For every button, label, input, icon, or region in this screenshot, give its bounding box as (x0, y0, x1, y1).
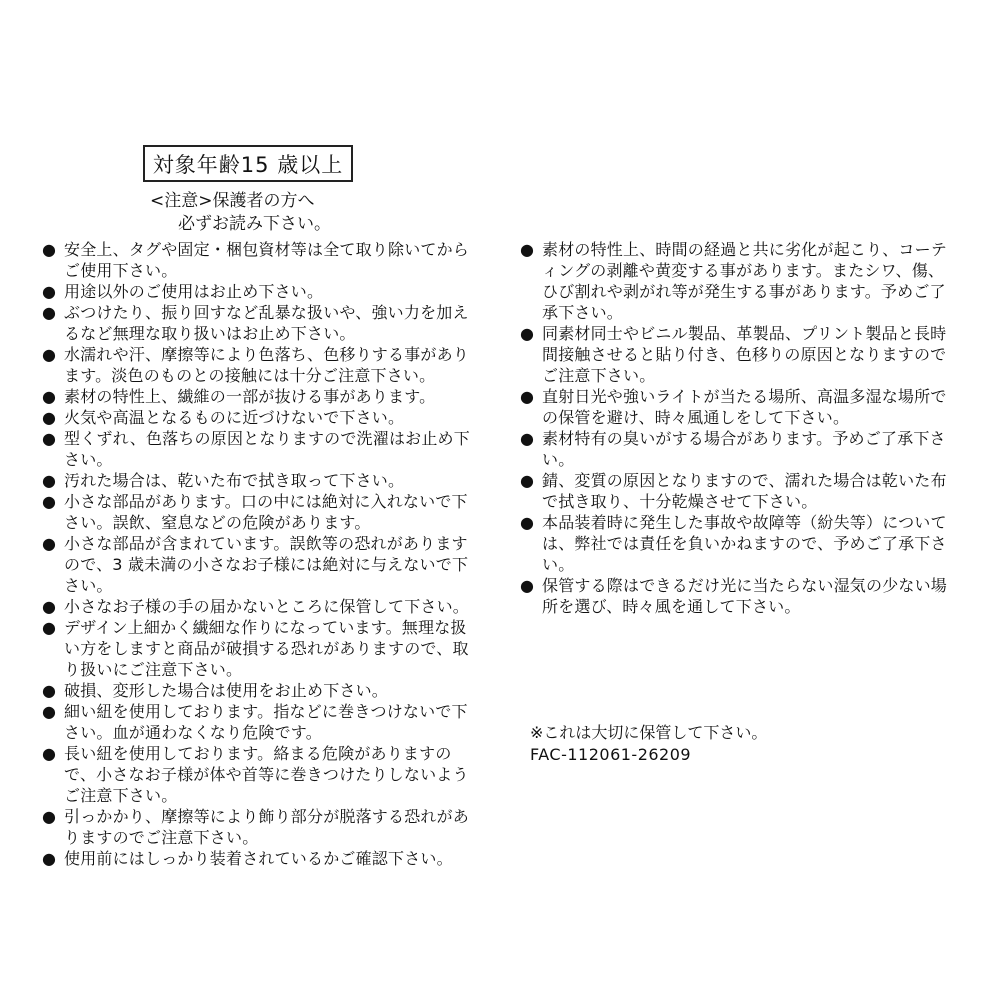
caution-text: 素材特有の臭いがする場合があります。予めご了承下さい。 (542, 429, 946, 469)
caution-item (42, 701, 482, 743)
caution-list-right (520, 239, 960, 617)
bullet-icon: ● (42, 744, 57, 763)
age-label: 対象年齢15 歳以上 (152, 152, 344, 177)
footer (530, 722, 767, 766)
bullet-icon: ● (42, 534, 57, 553)
caution-item (42, 281, 482, 302)
notice-heading: <注意>保護者の方へ (150, 191, 315, 211)
caution-text: 直射日光や強いライトが当たる場所、高温多湿な場所での保管を避け、時々風通しをして下さい。 (542, 387, 947, 427)
bullet-icon: ● (42, 471, 57, 490)
caution-item (520, 323, 960, 386)
bullet-icon: ● (520, 513, 535, 532)
caution-item (42, 596, 482, 617)
bullet-icon: ● (42, 681, 57, 700)
bullet-icon: ● (520, 240, 535, 259)
bullet-icon: ● (42, 618, 57, 637)
notice-subheading: 必ずお読み下さい。 (178, 214, 331, 234)
bullet-icon: ● (42, 429, 57, 448)
caution-text: 使用前にはしっかり装着されているかご確認下さい。 (64, 849, 453, 868)
bullet-icon: ● (42, 702, 57, 721)
caution-text: 汚れた場合は、乾いた布で拭き取って下さい。 (64, 471, 405, 490)
caution-text: 同素材同士やビニル製品、革製品、プリント製品と長時間接触させると貼り付き、色移りの原因となりますのでご注意下さい。 (542, 324, 947, 385)
caution-list-left (42, 239, 482, 869)
age-label-box (143, 145, 353, 182)
caution-text: 細い紐を使用しております。指などに巻きつけないで下さい。血が通わなくなり危険です。 (64, 702, 468, 742)
caution-item (520, 428, 960, 470)
caution-item (42, 386, 482, 407)
caution-item (42, 848, 482, 869)
caution-item (520, 575, 960, 617)
caution-text: 用途以外のご使用はお止め下さい。 (64, 282, 324, 301)
caution-text: 小さな部品が含まれています。誤飲等の恐れがありますので、3 歳未満の小さなお子様には絶対に与えないで下さい。 (64, 534, 469, 595)
caution-item (520, 239, 960, 323)
caution-item (42, 491, 482, 533)
bullet-icon: ● (42, 387, 57, 406)
bullet-icon: ● (42, 849, 57, 868)
bullet-icon: ● (42, 345, 57, 364)
caution-item (520, 470, 960, 512)
caution-item (42, 302, 482, 344)
caution-text: 安全上、タグや固定・梱包資材等は全て取り除いてからご使用下さい。 (64, 240, 470, 280)
caution-item (42, 680, 482, 701)
bullet-icon: ● (42, 282, 57, 301)
caution-text: 錆、変質の原因となりますので、濡れた場合は乾いた布で拭き取り、十分乾燥させて下さい。 (542, 471, 947, 511)
caution-text: 素材の特性上、繊維の一部が抜ける事があります。 (64, 387, 436, 406)
bullet-icon: ● (520, 324, 535, 343)
caution-text: ぶつけたり、振り回すなど乱暴な扱いや、強い力を加えるなど無理な取り扱いはお止め下さい。 (64, 303, 469, 343)
bullet-icon: ● (520, 429, 535, 448)
caution-item (42, 239, 482, 281)
caution-item (42, 806, 482, 848)
caution-text: 型くずれ、色落ちの原因となりますので洗濯はお止め下さい。 (64, 429, 470, 469)
caution-item (42, 428, 482, 470)
caution-text: 破損、変形した場合は使用をお止め下さい。 (64, 681, 389, 700)
caution-text: デザイン上細かく繊細な作りになっています。無理な扱い方をしますと商品が破損する恐れがありますので、取り扱いにご注意下さい。 (64, 618, 469, 679)
product-code: FAC-112061-26209 (530, 745, 692, 764)
bullet-icon: ● (42, 240, 57, 259)
bullet-icon: ● (42, 807, 57, 826)
caution-item (42, 344, 482, 386)
bullet-icon: ● (42, 303, 57, 322)
caution-text: 引っかかり、摩擦等により飾り部分が脱落する恐れがありますのでご注意下さい。 (64, 807, 470, 847)
storage-note: ※これは大切に保管して下さい。 (530, 723, 768, 742)
caution-item (42, 470, 482, 491)
caution-text: 水濡れや汗、摩擦等により色落ち、色移りする事があります。淡色のものとの接触には十分ご注意下さい。 (64, 345, 470, 385)
caution-text: 本品装着時に発生した事故や故障等（紛失等）については、弊社では責任を負いかねますので、予めご了承下さい。 (542, 513, 947, 574)
caution-text: 火気や高温となるものに近づけないで下さい。 (64, 408, 405, 427)
caution-text: 素材の特性上、時間の経過と共に劣化が起こり、コーティングの剥離や黄変する事があります。またシワ、傷、ひび割れや剥がれ等が発生する事があります。予めご了承下さい。 (542, 240, 948, 322)
caution-text: 小さな部品があります。口の中には絶対に入れないで下さい。誤飲、窒息などの危険があります。 (64, 492, 468, 532)
guardian-notice (150, 190, 331, 236)
caution-item (520, 512, 960, 575)
caution-item (42, 617, 482, 680)
caution-text: 長い紐を使用しております。絡まる危険がありますので、小さなお子様が体や首等に巻きつけたりしないようご注意下さい。 (64, 744, 469, 805)
caution-item (42, 407, 482, 428)
bullet-icon: ● (42, 597, 57, 616)
caution-item (42, 743, 482, 806)
bullet-icon: ● (520, 387, 535, 406)
bullet-icon: ● (42, 408, 57, 427)
bullet-icon: ● (520, 576, 535, 595)
caution-item (520, 386, 960, 428)
bullet-icon: ● (520, 471, 535, 490)
caution-item (42, 533, 482, 596)
caution-text: 保管する際はできるだけ光に当たらない湿気の少ない場所を選び、時々風を通して下さい。 (542, 576, 948, 616)
caution-text: 小さなお子様の手の届かないところに保管して下さい。 (64, 597, 470, 616)
bullet-icon: ● (42, 492, 57, 511)
